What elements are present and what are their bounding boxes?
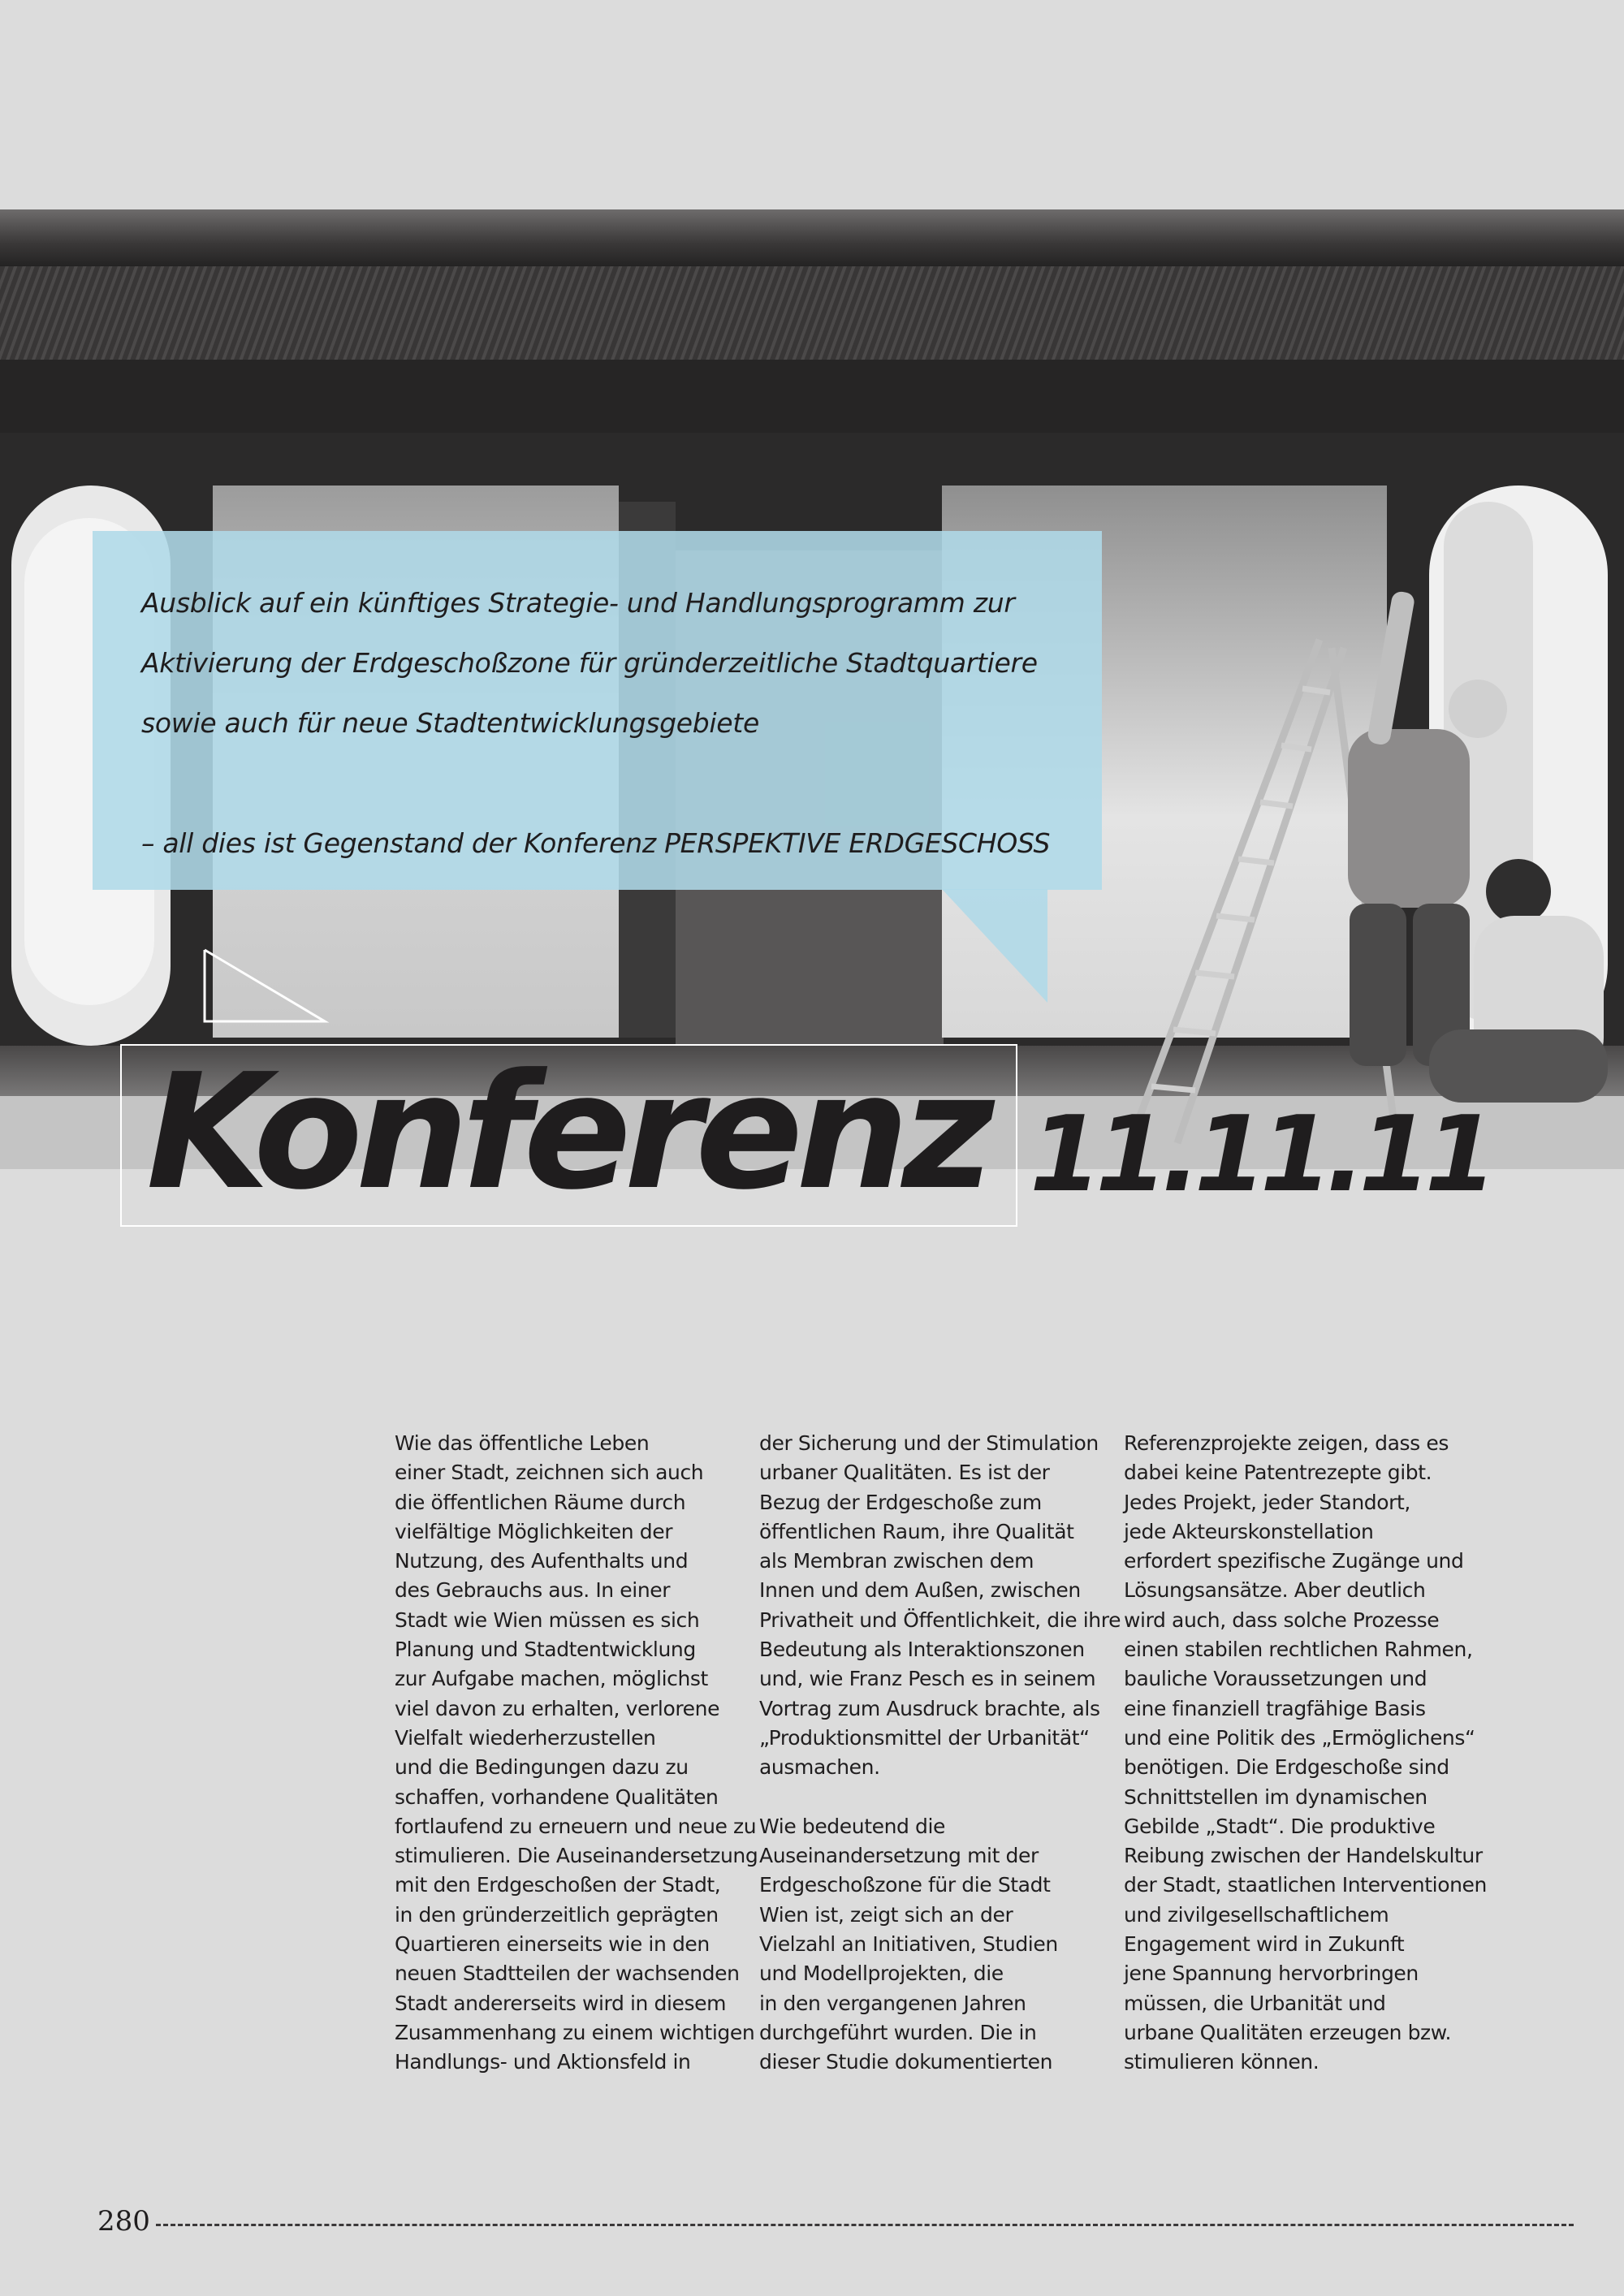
text-line: in den vergangenen Jahren — [759, 1991, 1026, 2015]
text-line: ausmachen. — [759, 1755, 880, 1780]
text-line: stimulieren. Die Auseinandersetzung — [395, 1844, 758, 1868]
text-line: dieser Studie dokumentierten — [759, 2050, 1053, 2074]
text-line: vielfältige Möglichkeiten der — [395, 1519, 673, 1543]
text-line: „Produktionsmittel der Urbanität“ — [759, 1725, 1090, 1750]
quote-line: Aktivierung der Erdgeschoßzone für gründerzeitliche Stadtquartiere — [141, 647, 1038, 679]
text-line: die öffentlichen Räume durch — [395, 1490, 686, 1514]
text-line: fortlaufend zu erneuern und neue zu — [395, 1814, 757, 1838]
text-line: Stadt andererseits wird in diesem — [395, 1991, 727, 2015]
text-line: eine finanziell tragfähige Basis — [1124, 1696, 1426, 1720]
text-line: Gebilde „Stadt“. Die produktive — [1124, 1814, 1436, 1838]
text-line: Handlungs- und Aktionsfeld in — [395, 2050, 691, 2074]
text-line: Vielzahl an Initiativen, Studien — [759, 1932, 1058, 1957]
text-line: der Stadt, staatlichen Interventionen — [1124, 1873, 1487, 1897]
text-line: Vielfalt wiederherzustellen — [395, 1725, 656, 1750]
text-column-1 — [395, 1429, 758, 2078]
text-line: Nutzung, des Aufenthalts und — [395, 1549, 689, 1573]
speech-tail-shape — [942, 889, 1047, 1003]
text-line: Vortrag zum Ausdruck brachte, als — [759, 1696, 1100, 1720]
text-line: Engagement wird in Zukunft — [1124, 1932, 1405, 1957]
quote-closing: – all dies ist Gegenstand der Konferenz PERSPEKTIVE ERDGESCHOSS — [141, 827, 1051, 859]
triangle-outline-icon — [201, 947, 331, 1024]
text-line: Stadt wie Wien müssen es sich — [395, 1608, 700, 1632]
text-line: urbaner Qualitäten. Es ist der — [759, 1461, 1050, 1485]
text-line: in den gründerzeitlich geprägten — [395, 1902, 719, 1927]
text-line: Schnittstellen im dynamischen — [1124, 1785, 1427, 1809]
text-line: bauliche Voraussetzungen und — [1124, 1667, 1427, 1691]
text-line: Reibung zwischen der Handelskultur — [1124, 1844, 1483, 1868]
text-line: Zusammenhang zu einem wichtigen — [395, 2020, 755, 2044]
text-line: und Modellprojekten, die — [759, 1962, 1004, 1986]
text-line: stimulieren können. — [1124, 2050, 1320, 2074]
text-line: Jedes Projekt, jeder Standort, — [1124, 1490, 1410, 1514]
footer-dashed-rule — [156, 2224, 1574, 2226]
text-line: einer Stadt, zeichnen sich auch — [395, 1461, 704, 1485]
text-line: Bezug der Erdgeschoße zum — [759, 1490, 1042, 1514]
text-line: Erdgeschoßzone für die Stadt — [759, 1873, 1051, 1897]
text-line — [759, 1783, 1116, 1812]
text-line: dabei keine Patentrezepte gibt. — [1124, 1461, 1432, 1485]
text-line: Quartieren einerseits wie in den — [395, 1932, 710, 1957]
text-line: viel davon zu erhalten, verlorene — [395, 1696, 720, 1720]
text-line: urbane Qualitäten erzeugen bzw. — [1124, 2020, 1452, 2044]
text-line: Auseinandersetzung mit der — [759, 1844, 1039, 1868]
text-line: des Gebrauchs aus. In einer — [395, 1578, 671, 1603]
text-line: Planung und Stadtentwicklung — [395, 1638, 696, 1662]
text-column-2 — [759, 1429, 1121, 2078]
text-line: benötigen. Die Erdgeschoße sind — [1124, 1755, 1449, 1780]
text-line: der Sicherung und der Stimulation — [759, 1431, 1099, 1455]
quote-line: Ausblick auf ein künftiges Strategie- und Handlungsprogramm zur — [141, 587, 1015, 619]
text-line: öffentlichen Raum, ihre Qualität — [759, 1519, 1074, 1543]
text-line: und eine Politik des „Ermöglichens“ — [1124, 1725, 1475, 1750]
text-line: einen stabilen rechtlichen Rahmen, — [1124, 1638, 1473, 1662]
text-line: jene Spannung hervorbringen — [1124, 1962, 1419, 1986]
page-title: Konferenz — [146, 1040, 987, 1225]
text-line: durchgeführt wurden. Die in — [759, 2020, 1037, 2044]
text-line: neuen Stadtteilen der wachsenden — [395, 1962, 740, 1986]
text-line: schaffen, vorhandene Qualitäten — [395, 1785, 719, 1809]
text-line: und zivilgesellschaftlichem — [1124, 1902, 1389, 1927]
text-line: Innen und dem Außen, zwischen — [759, 1578, 1081, 1603]
quote-line: sowie auch für neue Stadtentwicklungsgebiete — [141, 707, 759, 739]
text-column-3 — [1124, 1429, 1487, 2078]
text-line: mit den Erdgeschoßen der Stadt, — [395, 1873, 721, 1897]
conference-date: 11.11.11 — [1030, 1094, 1491, 1215]
text-line: Referenzprojekte zeigen, dass es — [1124, 1431, 1449, 1455]
text-line: Wie bedeutend die — [759, 1814, 946, 1838]
text-line: und, wie Franz Pesch es in seinem — [759, 1667, 1096, 1691]
text-line: und die Bedingungen dazu zu — [395, 1755, 689, 1780]
text-line: Lösungsansätze. Aber deutlich — [1124, 1578, 1426, 1603]
quote-callout — [93, 531, 1102, 890]
page-number: 280 — [97, 2205, 150, 2238]
text-line: Wie das öffentliche Leben — [395, 1431, 650, 1455]
text-line: als Membran zwischen dem — [759, 1549, 1034, 1573]
text-line: erfordert spezifische Zugänge und — [1124, 1549, 1464, 1573]
text-line: Wien ist, zeigt sich an der — [759, 1902, 1013, 1927]
text-line: zur Aufgabe machen, möglichst — [395, 1667, 708, 1691]
text-line: jede Akteurskonstellation — [1124, 1519, 1374, 1543]
text-line: müssen, die Urbanität und — [1124, 1991, 1386, 2015]
text-line: Privatheit und Öffentlichkeit, die ihre — [759, 1608, 1121, 1632]
text-line: wird auch, dass solche Prozesse — [1124, 1608, 1440, 1632]
text-line: Bedeutung als Interaktionszonen — [759, 1638, 1085, 1662]
